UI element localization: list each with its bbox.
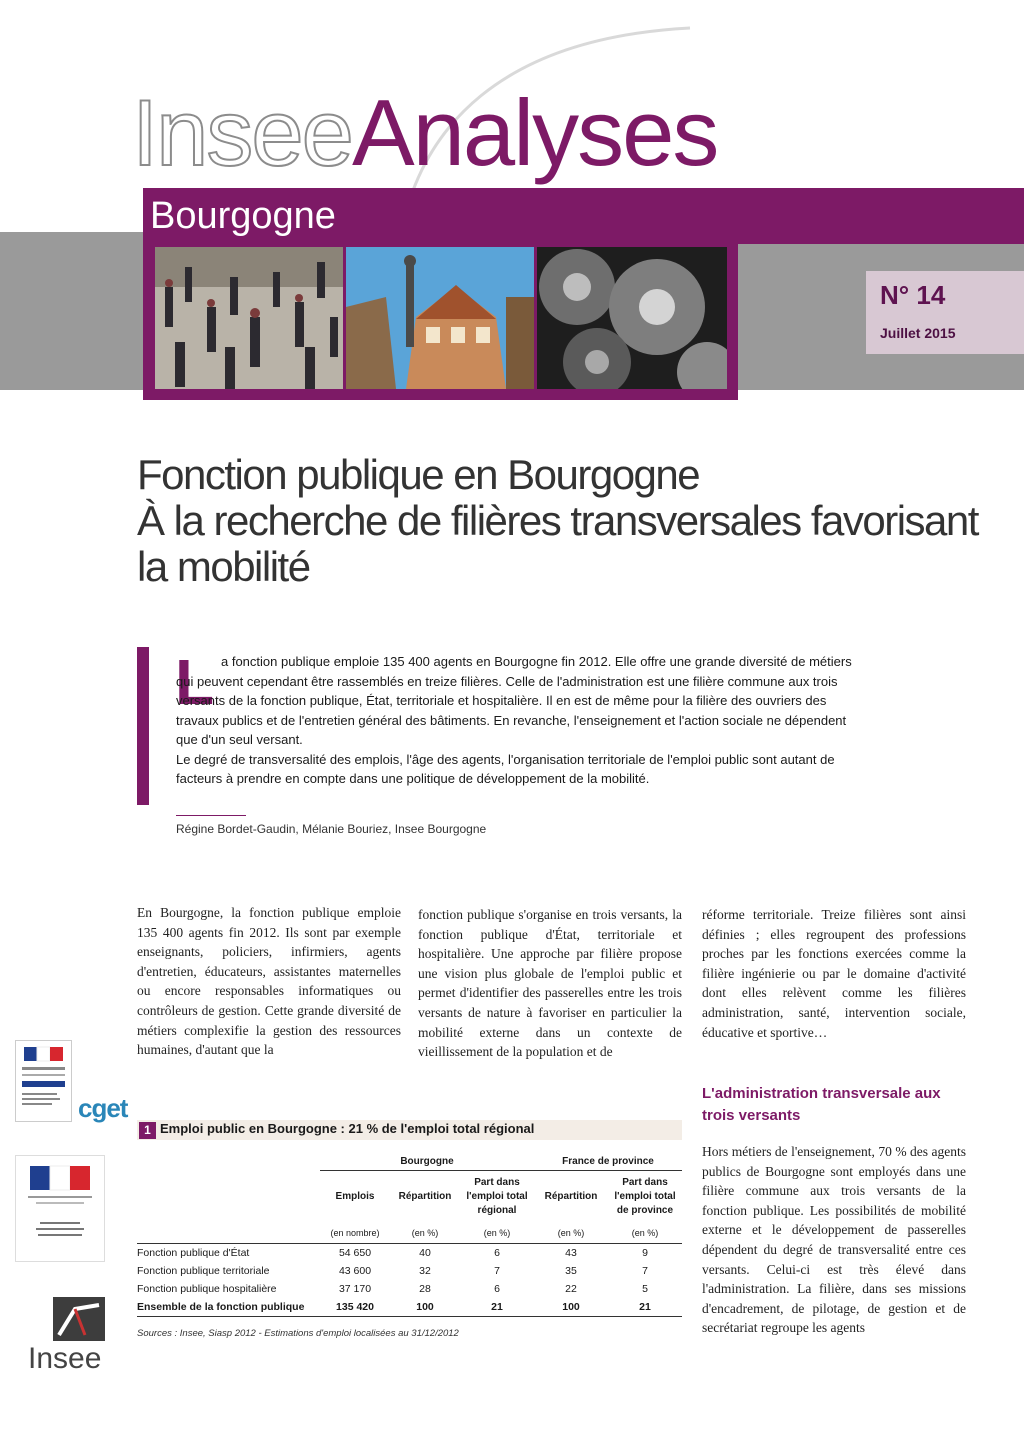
table-cell: 37 170 [338,1283,372,1295]
lead-accent-bar [137,647,149,805]
employment-table [137,1152,682,1317]
lead-dropcap: L [175,646,215,718]
table-cell: 35 [565,1265,577,1277]
row-label: Fonction publique territoriale [137,1265,270,1277]
group-header: France de province [534,1152,682,1171]
brand-insee: Insee [132,80,352,185]
photo-crowd [155,247,343,389]
table-row [137,1262,682,1280]
table-title: Emploi public en Bourgogne : 21 % de l'emploi total régional [160,1121,535,1136]
table-cell: 7 [494,1265,500,1277]
column-unit: (en %) [534,1223,608,1244]
column-header: Répartition [544,1191,598,1202]
table-cell: 22 [565,1283,577,1295]
group-header: Bourgogne [320,1152,534,1171]
table-cell: 100 [390,1298,460,1317]
column-unit: (en nombre) [320,1223,390,1244]
body-column-4: Hors métiers de l'enseignement, 70 % des agents publics de Bourgogne sont employés dans une filière commune aux trois versants de la fonction publique. Les possibilités de mobilité externe et le développement de passerelles dépendent du degré de transversalité entre ces versants. Celui-ci est très élevé dans l'administration. La filière, dans ses missions d'encadrement, de pilotage, de gestion et de secrétariat regroupe les agents [702,1144,966,1336]
table-cell: 7 [642,1265,648,1277]
column-header: Part dans l'emploi total de province [614,1177,676,1216]
lead-text [175,646,866,789]
table-cell: 40 [419,1247,431,1259]
body-column-1: En Bourgogne, la fonction publique emploie 135 400 agents fin 2012. Ils sont par exemple enseignants, policiers, infirmiers, agents d'entretien, éducateurs, assistantes maternelles ou encore responsables informatiques ou contrôleurs de gestion. Cette grande diversité de métiers complexifie la gestion des ressources humaines, d'autant que la [137,905,401,1058]
region-name: Bourgogne [150,195,336,237]
prefecture-logo [15,1040,72,1122]
table-cell: 6 [494,1247,500,1259]
issue-number: N° 14 [880,280,946,310]
table-row [137,1280,682,1298]
table-cell: 21 [608,1298,682,1317]
row-label: Fonction publique d'État [137,1247,250,1259]
table-cell: 9 [642,1247,648,1259]
column-unit: (en %) [390,1223,460,1244]
table-cell: 100 [534,1298,608,1317]
unit-spacer [137,1223,320,1244]
column-header: Emplois [335,1191,375,1202]
photo-gears [537,247,727,389]
table-source: Sources : Insee, Siasp 2012 - Estimations d'emploi localisées au 31/12/2012 [137,1328,459,1339]
table-cell: 21 [460,1298,534,1317]
region-prefecture-logo [15,1155,105,1262]
column-unit: (en %) [608,1223,682,1244]
lead-paragraph: a fonction publique emploie 135 400 agents en Bourgogne fin 2012. Elle offre une grande diversité de métiers qui peuvent cependant être rassemblés en treize filières. Celle de l'administration est une filière commune aux trois versants de la fonction publique, État, territoriale et hospitalière. Il en est de même pour la filière des ouvriers des travaux publics et de l'entretien général des bâtiments. En revanche, l'enseignement et l'action sociale ne dépendent que d'un seul versant. [176,654,852,747]
table-cell: 5 [642,1283,648,1295]
authors: Régine Bordet-Gaudin, Mélanie Bouriez, Insee Bourgogne [176,822,487,836]
section-heading: L'administration transversale aux trois versants [702,1085,941,1124]
table-corner [137,1152,320,1171]
insee-logo-text: Insee [28,1342,102,1375]
table-total-row [137,1298,682,1317]
row-label: Ensemble de la fonction publique [137,1298,320,1317]
row-header-spacer [137,1171,320,1224]
body-column-3: réforme territoriale. Treize filières sont ainsi définies ; elles regroupent des professions proches par les fonctions exercées comme la filière ingénierie ou par le domaine d'activité dont elles relèvent comme les filières administration, santé, intervention sociale, éducative et sportive… [702,907,966,1040]
table-cell: 135 420 [320,1298,390,1317]
brand-title [132,78,717,188]
table-cell: 32 [419,1265,431,1277]
table-cell: 43 600 [338,1265,372,1277]
table-cell: 43 [565,1247,577,1259]
column-header: Part dans l'emploi total régional [466,1177,528,1216]
brand-analyses: Analyses [351,80,718,185]
photo-dijon-square [346,247,534,389]
page-title [137,451,978,590]
lead-paragraph: Le degré de transversalité des emplois, l'âge des agents, l'organisation territoriale de l'emploi public sont autant de facteurs à prendre en compte dans une politique de développement de la mobilité. [176,751,835,786]
issue-date: Juillet 2015 [880,325,956,341]
table-cell: 28 [419,1283,431,1295]
table-cell: 6 [494,1283,500,1295]
row-label: Fonction publique hospitalière [137,1283,277,1295]
title-line: la mobilité [137,543,310,590]
table-cell: 54 650 [338,1247,372,1259]
table-number: 1 [139,1122,156,1139]
column-header: Répartition [398,1191,452,1202]
title-line: À la recherche de filières transversales favorisant [137,497,978,544]
table-row [137,1244,682,1263]
column-unit: (en %) [460,1223,534,1244]
body-column-2: fonction publique s'organise en trois versants, la fonction publique d'État, territoriale et hospitalière. Une approche par filière propose une vision plus globale de l'emploi public et permet d'identifier des passerelles entre les trois versants de nature à favoriser en particulier la mobilité externe dans un contexte de vieillissement de la population et de [418,907,682,1060]
authors-divider [176,815,246,816]
cget-logo: cget [78,1093,128,1123]
title-line: Fonction publique en Bourgogne [137,451,700,498]
